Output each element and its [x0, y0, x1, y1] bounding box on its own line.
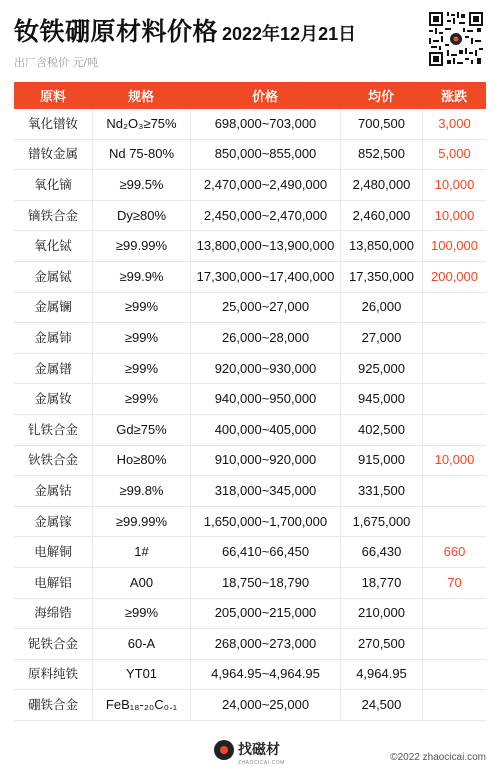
page-footer	[0, 738, 500, 773]
table-row	[14, 384, 486, 415]
cell-change	[422, 323, 486, 353]
cell-name: 镨钕金属	[27, 146, 78, 162]
cell-avg: 945,000	[340, 384, 422, 414]
cell-change: 10,000	[422, 201, 486, 231]
cell-avg: 700,500	[340, 109, 422, 139]
cell-avg: 4,964.95	[340, 659, 422, 689]
cell-spec: ≥99%	[92, 598, 190, 628]
cell-spec: ≥99.8%	[92, 476, 190, 506]
table-row	[14, 262, 486, 293]
table-row	[14, 599, 486, 630]
cell-spec: Dy≥80%	[92, 201, 190, 231]
table-row	[14, 476, 486, 507]
cell-change	[422, 415, 486, 445]
cell-name: 金属镨	[34, 360, 72, 376]
cell-price: 13,800,000~13,900,000	[190, 231, 340, 261]
copyright-text: ©2022 zhaocicai.com	[390, 752, 486, 763]
cell-spec: ≥99%	[92, 292, 190, 322]
cell-spec: 60-A	[92, 629, 190, 659]
cell-name: 金属钴	[34, 482, 72, 498]
table-row	[14, 201, 486, 232]
cell-name: 铌铁合金	[27, 635, 78, 651]
table-row	[14, 415, 486, 446]
cell-avg: 2,480,000	[340, 170, 422, 200]
cell-change	[422, 476, 486, 506]
table-row	[14, 170, 486, 201]
cell-avg: 852,500	[340, 139, 422, 169]
table-row	[14, 323, 486, 354]
cell-price: 66,410~66,450	[190, 537, 340, 567]
cell-price: 850,000~855,000	[190, 139, 340, 169]
cell-change: 660	[422, 537, 486, 567]
cell-avg: 66,430	[340, 537, 422, 567]
cell-spec: FeB₁₈-₂₀C₀.₁	[92, 690, 190, 720]
cell-price: 920,000~930,000	[190, 354, 340, 384]
page-header	[0, 0, 500, 82]
cell-spec: ≥99.9%	[92, 262, 190, 292]
cell-change	[422, 292, 486, 322]
cell-price: 26,000~28,000	[190, 323, 340, 353]
cell-avg: 331,500	[340, 476, 422, 506]
table-row	[14, 293, 486, 324]
cell-name: 金属镧	[34, 299, 72, 315]
cell-spec: ≥99.5%	[92, 170, 190, 200]
cell-spec: A00	[92, 568, 190, 598]
cell-spec: 1#	[92, 537, 190, 567]
cell-avg: 210,000	[340, 598, 422, 628]
table-row	[14, 537, 486, 568]
cell-name: 钬铁合金	[27, 452, 78, 468]
cell-avg: 13,850,000	[340, 231, 422, 261]
cell-name: 氧化镝	[34, 176, 72, 192]
table-row	[14, 568, 486, 599]
table-row	[14, 109, 486, 140]
cell-change: 10,000	[422, 170, 486, 200]
cell-change	[422, 629, 486, 659]
table-row	[14, 629, 486, 660]
cell-name: 金属铈	[34, 329, 72, 345]
cell-change	[422, 354, 486, 384]
cell-price: 318,000~345,000	[190, 476, 340, 506]
cell-avg: 18,770	[340, 568, 422, 598]
cell-spec: YT01	[92, 659, 190, 689]
table-body	[14, 109, 486, 721]
brand-name: 找磁材	[238, 742, 280, 758]
cell-change: 200,000	[422, 262, 486, 292]
cell-change	[422, 507, 486, 537]
cell-name: 金属钕	[34, 391, 72, 407]
brand-logo	[214, 740, 280, 760]
column-header-name: 原料	[39, 90, 66, 105]
cell-name: 海绵锆	[34, 605, 72, 621]
cell-spec: Nd 75-80%	[92, 139, 190, 169]
table-row	[14, 690, 486, 721]
price-note: 出厂含税价 元/吨	[14, 56, 99, 69]
table-row	[14, 231, 486, 262]
cell-spec: Nd₂O₃≥75%	[92, 109, 190, 139]
qr-code-icon	[427, 10, 485, 68]
cell-change	[422, 384, 486, 414]
cell-change: 5,000	[422, 139, 486, 169]
column-header-avg: 均价	[367, 90, 394, 105]
cell-spec: ≥99.99%	[92, 231, 190, 261]
column-header-price: 价格	[251, 90, 278, 105]
cell-change: 3,000	[422, 109, 486, 139]
cell-avg: 1,675,000	[340, 507, 422, 537]
cell-price: 268,000~273,000	[190, 629, 340, 659]
brand-domain: ZHAOCICAI.COM	[238, 760, 285, 766]
cell-price: 400,000~405,000	[190, 415, 340, 445]
cell-price: 910,000~920,000	[190, 445, 340, 475]
cell-name: 电解铝	[34, 574, 72, 590]
cell-avg: 26,000	[340, 292, 422, 322]
cell-name: 钆铁合金	[27, 421, 78, 437]
cell-name: 原料纯铁	[27, 666, 78, 682]
cell-price: 205,000~215,000	[190, 598, 340, 628]
cell-price: 25,000~27,000	[190, 292, 340, 322]
cell-avg: 925,000	[340, 354, 422, 384]
cell-price: 17,300,000~17,400,000	[190, 262, 340, 292]
table-row	[14, 140, 486, 171]
cell-name: 金属铽	[34, 268, 72, 284]
cell-avg: 17,350,000	[340, 262, 422, 292]
cell-name: 电解铜	[34, 544, 72, 560]
cell-name: 氧化铽	[34, 238, 72, 254]
table-row	[14, 507, 486, 538]
table-row	[14, 354, 486, 385]
cell-spec: Gd≥75%	[92, 415, 190, 445]
cell-change	[422, 659, 486, 689]
magnet-logo-icon	[214, 740, 234, 760]
page-title: 钕铁硼原材料价格	[14, 17, 219, 46]
cell-spec: ≥99%	[92, 354, 190, 384]
cell-avg: 270,500	[340, 629, 422, 659]
cell-name: 硼铁合金	[27, 697, 78, 713]
cell-price: 2,470,000~2,490,000	[190, 170, 340, 200]
cell-change: 70	[422, 568, 486, 598]
table-row	[14, 660, 486, 691]
cell-name: 金属镓	[34, 513, 72, 529]
cell-change	[422, 690, 486, 720]
cell-price: 18,750~18,790	[190, 568, 340, 598]
cell-price: 24,000~25,000	[190, 690, 340, 720]
cell-price: 4,964.95~4,964.95	[190, 659, 340, 689]
cell-change: 10,000	[422, 445, 486, 475]
cell-change	[422, 598, 486, 628]
cell-name: 镝铁合金	[27, 207, 78, 223]
cell-spec: ≥99%	[92, 384, 190, 414]
cell-avg: 2,460,000	[340, 201, 422, 231]
cell-change: 100,000	[422, 231, 486, 261]
cell-spec: Ho≥80%	[92, 445, 190, 475]
cell-avg: 402,500	[340, 415, 422, 445]
cell-name: 氧化镨钕	[27, 115, 78, 131]
cell-spec: ≥99%	[92, 323, 190, 353]
price-table	[14, 82, 486, 721]
column-header-change: 涨跌	[440, 90, 467, 105]
table-row	[14, 446, 486, 477]
cell-spec: ≥99.99%	[92, 507, 190, 537]
cell-avg: 24,500	[340, 690, 422, 720]
cell-avg: 27,000	[340, 323, 422, 353]
cell-price: 698,000~703,000	[190, 109, 340, 139]
table-header-row	[14, 82, 486, 109]
report-date: 2022年12月21日	[222, 24, 357, 44]
cell-avg: 915,000	[340, 445, 422, 475]
cell-price: 940,000~950,000	[190, 384, 340, 414]
cell-price: 1,650,000~1,700,000	[190, 507, 340, 537]
column-header-spec: 规格	[127, 90, 154, 105]
cell-price: 2,450,000~2,470,000	[190, 201, 340, 231]
